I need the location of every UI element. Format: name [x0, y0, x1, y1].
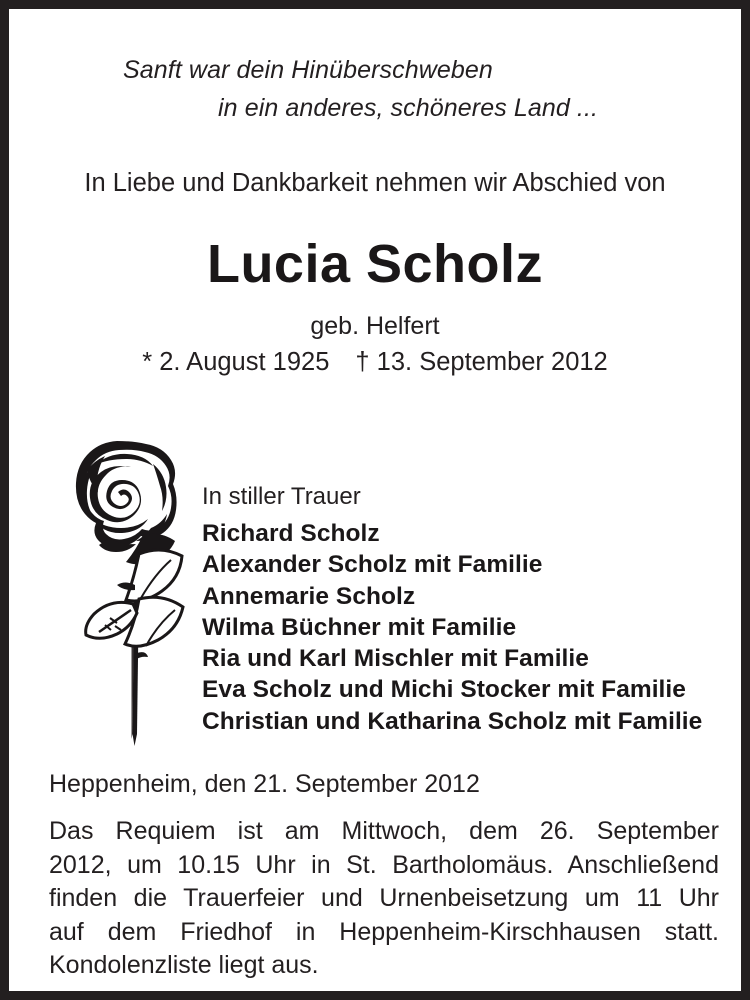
service-line-2: 2012, um 10.15 Uhr in St. Bartholomäus. Anschließend — [49, 850, 719, 879]
birth-date: * 2. August 1925 — [142, 348, 330, 376]
epigraph-line-1: Sanft war dein Hinüberschweben — [123, 56, 493, 84]
list-item: Ria und Karl Mischler mit Familie — [202, 645, 589, 673]
mourners-list — [202, 518, 702, 737]
epigraph — [9, 51, 741, 127]
list-item: Christian und Katharina Scholz mit Familie — [202, 707, 703, 735]
notice-inner — [9, 9, 741, 991]
service-details — [49, 815, 719, 983]
deceased-name: Lucia Scholz — [206, 234, 544, 294]
service-line-1: Das Requiem ist am Mittwoch, dem 26. September — [49, 817, 719, 845]
death-date: † 13. September 2012 — [355, 348, 608, 376]
list-item: Annemarie Scholz — [202, 582, 416, 610]
place-and-date: Heppenheim, den 21. September 2012 — [49, 770, 480, 798]
list-item: Richard Scholz — [202, 520, 380, 547]
epigraph-line-2: in ein anderes, schöneres Land ... — [218, 94, 599, 122]
list-item: Eva Scholz und Michi Stocker mit Familie — [202, 676, 686, 704]
service-line-4: auf dem Friedhof in Heppenheim-Kirschhausen statt. — [49, 917, 719, 946]
list-item: Wilma Büchner mit Familie — [202, 613, 517, 641]
mourning-header: In stiller Trauer — [202, 483, 361, 510]
service-line-3: finden die Trauerfeier und Urnenbeisetzung um 11 Uhr — [49, 884, 719, 912]
rose-icon — [47, 434, 197, 759]
service-line-5: Kondolenzliste liegt aus. — [49, 951, 319, 979]
intro-line: In Liebe und Dankbarkeit nehmen wir Abschied von — [84, 169, 666, 197]
list-item: Alexander Scholz mit Familie — [202, 551, 543, 579]
maiden-name: geb. Helfert — [310, 312, 440, 340]
life-dates — [9, 346, 741, 378]
